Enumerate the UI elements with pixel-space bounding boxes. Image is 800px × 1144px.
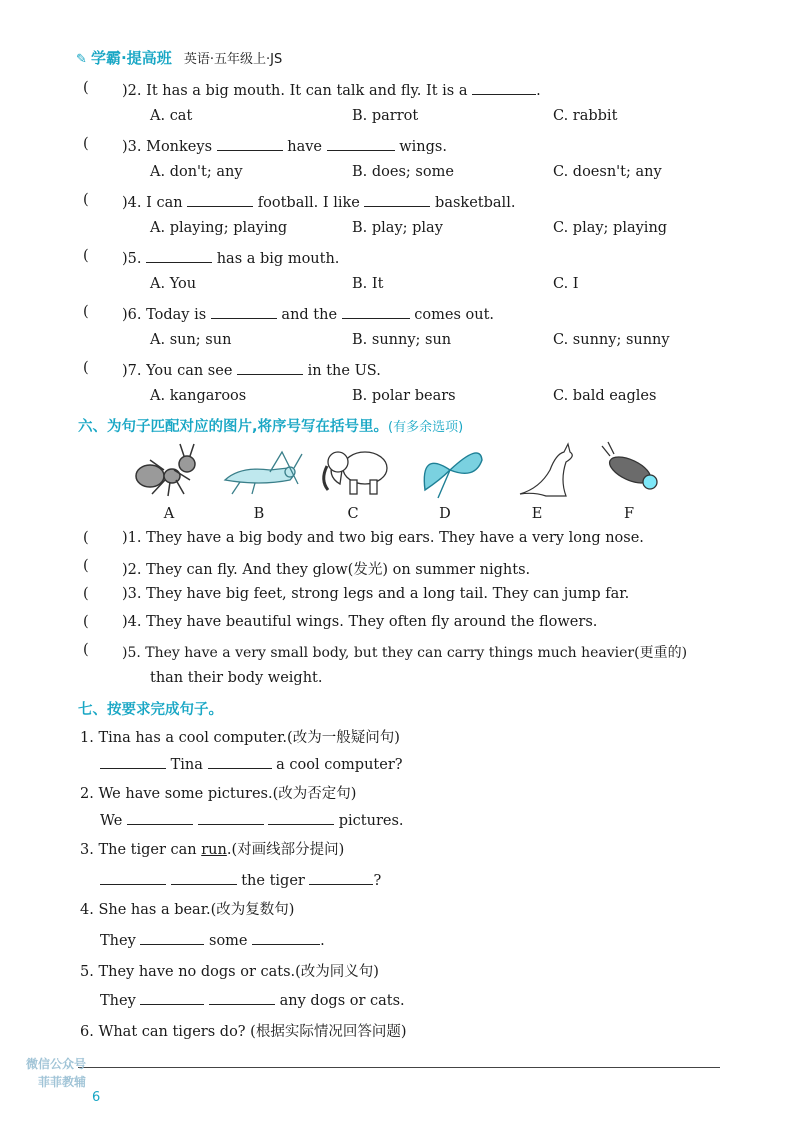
section-6-title: 六、为句子匹配对应的图片,将序号写在括号里。(有多余选项): [78, 419, 464, 435]
answer-blank[interactable]: [309, 870, 373, 885]
option-a[interactable]: A. kangaroos: [150, 388, 247, 404]
match-item-continued: than their body weight.: [150, 670, 323, 686]
answer-blank[interactable]: [364, 192, 430, 207]
answer-blank[interactable]: [252, 930, 320, 945]
match-item: )5. They have a very small body, but they can carry things much heavier(更重的): [122, 645, 688, 661]
option-c[interactable]: C. rabbit: [553, 108, 618, 124]
match-item: )2. They can fly. And they glow(发光) on summer nights.: [122, 562, 531, 578]
rewrite-question: 2. We have some pictures.(改为否定句): [80, 786, 357, 802]
answer-blank[interactable]: [208, 754, 272, 769]
answer-blank[interactable]: [327, 136, 395, 151]
answer-blank[interactable]: [171, 870, 237, 885]
watermark: 微信公众号 菲菲教辅: [26, 1057, 87, 1089]
rewrite-answer: They some .: [100, 930, 325, 949]
option-c[interactable]: C. I: [553, 276, 579, 292]
answer-blank[interactable]: [127, 810, 193, 825]
option-b[interactable]: B. play; play: [352, 220, 443, 236]
match-item: )4. They have beautiful wings. They often fly around the flowers.: [122, 614, 598, 630]
option-c[interactable]: C. play; playing: [553, 220, 668, 236]
answer-blank[interactable]: [100, 870, 166, 885]
firefly-icon: [602, 442, 657, 489]
animal-pictures: [120, 440, 680, 502]
answer-blank[interactable]: [198, 810, 264, 825]
rewrite-question: 6. What can tigers do? (根据实际情况回答问题): [80, 1024, 407, 1040]
ant-icon: [136, 444, 195, 496]
rewrite-question: 3. The tiger can run.(对画线部分提问): [80, 842, 345, 858]
picture-label: A: [163, 506, 175, 522]
rewrite-question: 4. She has a bear.(改为复数句): [80, 902, 295, 918]
picture-label: F: [623, 506, 635, 522]
match-item: )1. They have a big body and two big ears. They have a very long nose.: [122, 530, 644, 546]
option-b[interactable]: B. polar bears: [352, 388, 456, 404]
answer-blank[interactable]: [217, 136, 283, 151]
rewrite-question: 5. They have no dogs or cats.(改为同义句): [80, 964, 379, 980]
answer-blank[interactable]: [100, 754, 166, 769]
pencil-icon: ✎: [76, 52, 87, 67]
answer-blank[interactable]: [187, 192, 253, 207]
page-header: [76, 47, 282, 68]
answer-blank[interactable]: [209, 990, 275, 1005]
grasshopper-icon: [225, 452, 302, 494]
picture-label: D: [439, 506, 451, 522]
option-b[interactable]: B. sunny; sun: [352, 332, 452, 348]
option-a[interactable]: A. don't; any: [150, 164, 243, 180]
option-a[interactable]: A. sun; sun: [150, 332, 232, 348]
option-a[interactable]: A. cat: [150, 108, 193, 124]
rewrite-question: 1. Tina has a cool computer.(改为一般疑问句): [80, 730, 400, 746]
answer-blank[interactable]: [140, 990, 204, 1005]
section-7-title: 七、按要求完成句子。: [78, 702, 223, 718]
rewrite-answer: Tina a cool computer?: [100, 754, 403, 773]
option-c[interactable]: C. sunny; sunny: [553, 332, 670, 348]
brand-title: 学霸·提高班: [91, 49, 172, 67]
option-a[interactable]: A. playing; playing: [150, 220, 288, 236]
option-b[interactable]: B. It: [352, 276, 384, 292]
rewrite-answer: the tiger ?: [100, 870, 381, 889]
answer-blank[interactable]: [211, 304, 277, 319]
answer-blank[interactable]: [140, 930, 204, 945]
answer-blank[interactable]: [146, 248, 212, 263]
elephant-icon: [324, 452, 387, 494]
match-item: )3. They have big feet, strong legs and a long tail. They can jump far.: [122, 586, 630, 602]
answer-blank[interactable]: [472, 80, 536, 95]
option-c[interactable]: C. doesn't; any: [553, 164, 662, 180]
option-a[interactable]: A. You: [150, 276, 197, 292]
butterfly-icon: [424, 453, 482, 498]
option-c[interactable]: C. bald eagles: [553, 388, 657, 404]
option-b[interactable]: B. parrot: [352, 108, 419, 124]
kangaroo-icon: [520, 444, 572, 496]
rewrite-answer: They any dogs or cats.: [100, 990, 405, 1009]
picture-label: E: [531, 506, 543, 522]
subject-label: 英语·五年级上·JS: [183, 52, 283, 67]
picture-label: B: [253, 506, 265, 522]
option-b[interactable]: B. does; some: [352, 164, 454, 180]
rewrite-answer: We pictures.: [100, 810, 404, 829]
page-number: 6: [92, 1090, 101, 1105]
answer-blank[interactable]: [268, 810, 334, 825]
picture-label: C: [347, 506, 359, 522]
answer-blank[interactable]: [237, 360, 303, 375]
answer-blank[interactable]: [342, 304, 410, 319]
answer-line[interactable]: [78, 1067, 720, 1068]
